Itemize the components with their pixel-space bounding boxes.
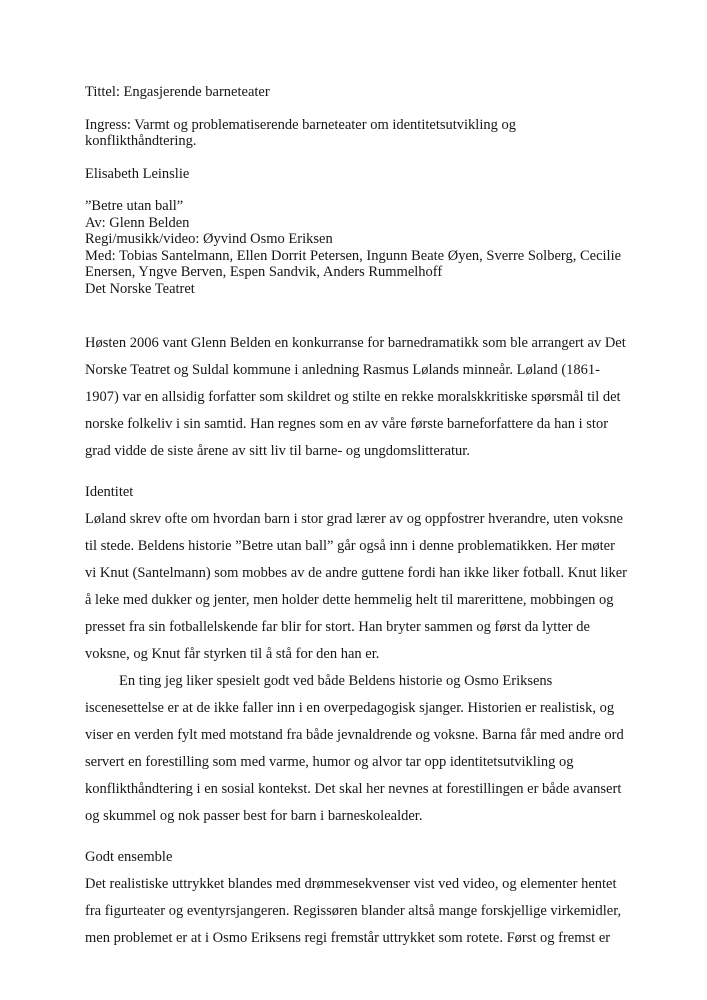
credits-written-by: Av: Glenn Belden	[85, 214, 190, 231]
section-heading-identitet: Identitet	[85, 484, 134, 500]
article-author: Elisabeth Leinslie	[85, 165, 190, 182]
identity-paragraph-1: Løland skrev ofte om hvordan barn i stor grad lærer av og oppfostrer hverandre, uten voksne til stede. Beldens historie ”Betre utan ball” går også inn i denne problematikken. Her møter vi Knut (Santelmann) som mobbes av de andre guttene fordi han ikke liker fotball. Knut liker å leke med dukker og jenter, men holder dette hemmelig helt til marerittene, mobbingen og presset fra sin fotballelskende far blir for stort. Han bryter sammen og først da lytter de voksne, og Knut får styrken til å stå for den han er.	[85, 511, 628, 662]
ensemble-paragraph-1: Det realistiske uttrykket blandes med drømmesekvenser vist ved video, og elementer hentet fra figurteater og eventyrsjangeren. Regissøren blander altså mange forskjellige virkemidler, men problemet er at i Osmo Eriksens regi fremstår uttrykket som rotete. Først og fremst er	[85, 876, 622, 946]
intro-paragraph: Høsten 2006 vant Glenn Belden en konkurranse for barnedramatikk som ble arrangert av Det Norske Teatret og Suldal kommune i anledning Rasmus Lølands minneår. Løland (1861-1907) var en allsidig forfatter som skildret og stilte en rekke moralskkritiske spørsmål til det norske folkeliv i sin samtid. Han regnes som en av våre første barneforfattere da han i stor grad vidde de siste årene av sitt liv til barne- og ungdomslitteratur.	[85, 335, 626, 459]
credits-play-title: ”Betre utan ball”	[85, 198, 184, 214]
article-ingress-line: Ingress: Varmt og problematiserende barneteater om identitetsutvikling og konflikthåndtering.	[85, 116, 516, 149]
article-title-line: Tittel: Engasjerende barneteater	[85, 84, 270, 100]
credits-direction: Regi/musikk/video: Øyvind Osmo Eriksen	[85, 231, 333, 247]
production-credits	[85, 198, 628, 297]
identity-paragraph-2: En ting jeg liker spesielt godt ved både Beldens historie og Osmo Eriksens iscenesettelse er at de ikke faller inn i en overpedagogisk sjanger. Historien er realistisk, og viser en verden fylt med motstand fra både jevnaldrende og voksne. Barna får med andre ord servert en forestilling som med varme, humor og alvor tar opp identitetsutvikling og konflikthåndtering i en sosial kontekst. Det skal her nevnes at forestillingen er både avansert og skummel og nok passer best for barn i barneskolealder.	[85, 673, 624, 824]
credits-cast: Med: Tobias Santelmann, Ellen Dorrit Petersen, Ingunn Beate Øyen, Sverre Solberg, Cecilie Enersen, Yngve Berven, Espen Sandvik, Anders Rummelhoff	[85, 247, 622, 280]
credits-theatre: Det Norske Teatret	[85, 280, 195, 297]
section-heading-godt-ensemble: Godt ensemble	[85, 849, 173, 865]
